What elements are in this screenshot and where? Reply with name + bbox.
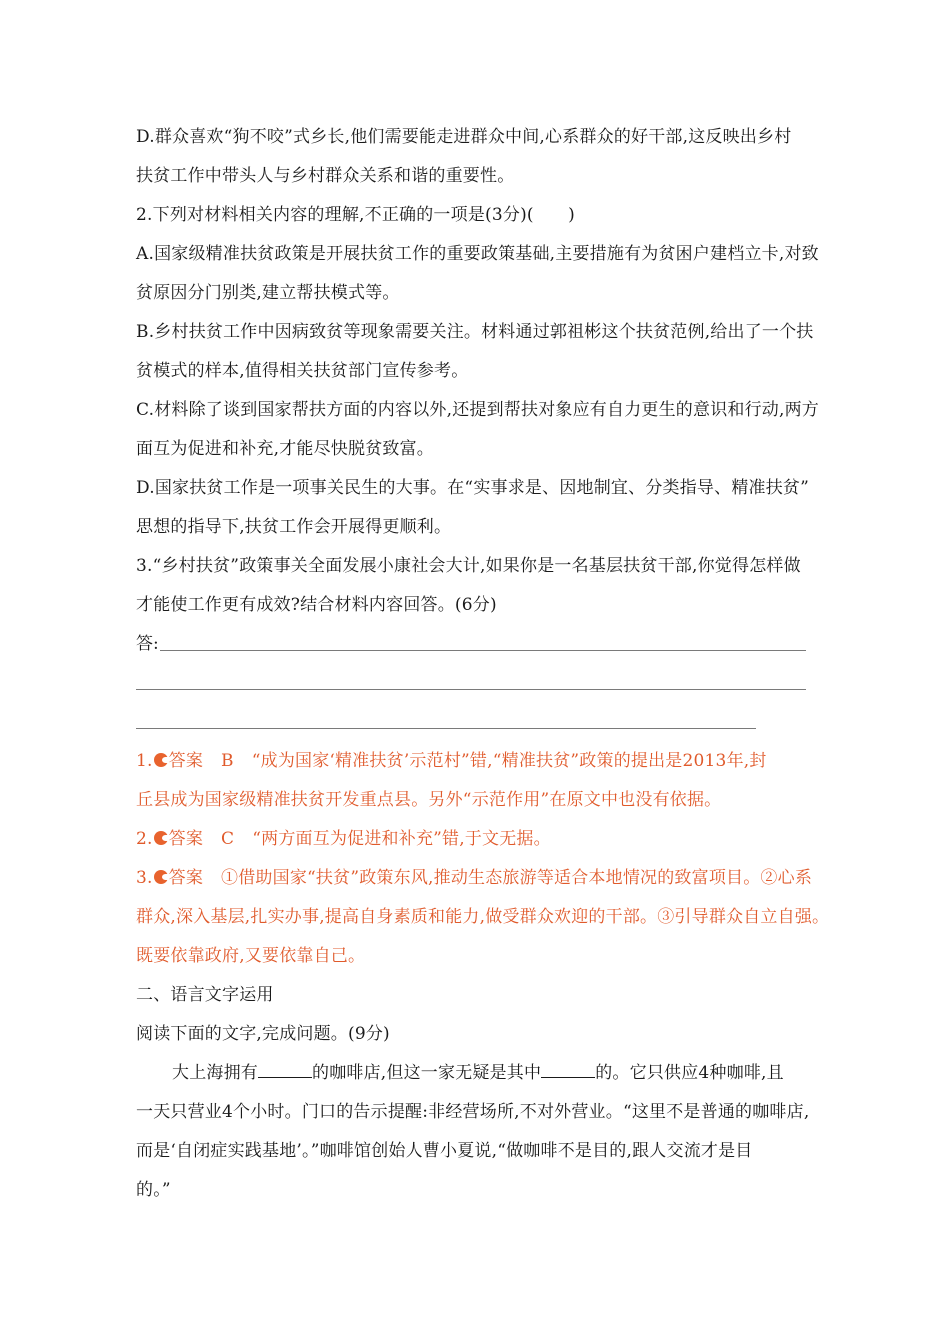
q3-stem-line2: 才能使工作更有成效?结合材料内容回答。(6分) [136,595,497,615]
answer-3-line2: 群众,深入基层,扎实办事,提高自身素质和能力,做受群众欢迎的干部。③引导群众自立自强。 [136,907,830,927]
q2-option-a-line1: A.国家级精准扶贫政策是开展扶贫工作的重要政策基础,主要措施有为贫困户建档立卡,对致 [136,244,819,264]
answer-choice: B [221,751,234,771]
document-page [136,118,830,1210]
answer-rule [136,728,756,729]
answer-2-line1 [136,820,816,859]
section-heading: 二、语言文字运用 [136,985,274,1005]
q2-option-d-line1: D.国家扶贫工作是一项事关民生的大事。在“实事求是、因地制宜、分类指导、精准扶贫” [136,478,810,498]
section-instruction: 阅读下面的文字,完成问题。(9分) [136,1024,390,1044]
answer-tag: 答案 [168,829,204,849]
answer-explanation: “两方面互为促进和补充”错,于文无据。 [252,829,551,849]
answer-3-line1 [136,859,816,898]
q2-stem: 2.下列对材料相关内容的理解,不正确的一项是(3分)( ) [136,205,575,225]
answer-line-3[interactable] [136,703,816,742]
q2-option-a-line2: 贫原因分门别类,建立帮扶模式等。 [136,283,400,303]
answer-line-2[interactable] [136,664,816,703]
passage-text: 的咖啡店,但这一家无疑是其中 [312,1063,542,1083]
q2-option-b-line1: B.乡村扶贫工作中因病致贫等现象需要关注。材料通过郭祖彬这个扶贫范例,给出了一个扶 [136,322,814,342]
q1-option-d-line1: D.群众喜欢“狗不咬”式乡长,他们需要能走进群众中间,心系群众的好干部,这反映出乡村 [136,127,792,147]
answer-number: 3. [136,868,153,888]
answer-label: 答: [136,634,159,654]
answer-rule [160,650,806,651]
fill-blank-2[interactable] [541,1063,595,1078]
answer-1-line2: 丘县成为国家级精准扶贫开发重点县。另外“示范作用”在原文中也没有依据。 [136,790,722,810]
answer-1-line1 [136,742,816,781]
q3-stem-line1: 3.“乡村扶贫”政策事关全面发展小康社会大计,如果你是一名基层扶贫干部,你觉得怎样做 [136,556,801,576]
fill-blank-1[interactable] [258,1063,312,1078]
answer-3-line3: 既要依靠政府,又要依靠自己。 [136,946,366,966]
passage-line4: 的。” [136,1180,171,1200]
passage-line1 [136,1054,816,1093]
passage-line2: 一天只营业4个小时。门口的告示提醒:非经营场所,不对外营业。“这里不是普通的咖啡店, [136,1102,810,1122]
answer-choice: C [221,829,235,849]
answer-explanation: ①借助国家“扶贫”政策东风,推动生态旅游等适合本地情况的致富项目。②心系 [221,868,813,888]
answer-badge-icon [154,870,168,884]
q2-option-c-line2: 面互为促进和补充,才能尽快脱贫致富。 [136,439,435,459]
passage-text: 大上海拥有 [172,1063,258,1083]
passage-line3: 而是‘自闭症实践基地’。”咖啡馆创始人曹小夏说,“做咖啡不是目的,跟人交流才是目 [136,1141,753,1161]
q1-option-d-line2: 扶贫工作中带头人与乡村群众关系和谐的重要性。 [136,166,515,186]
answer-line-1[interactable] [136,625,816,664]
answer-tag: 答案 [168,751,204,771]
q2-option-d-line2: 思想的指导下,扶贫工作会开展得更顺利。 [136,517,452,537]
answer-badge-icon [154,753,168,767]
answer-tag: 答案 [168,868,204,888]
answer-number: 2. [136,829,153,849]
q2-option-c-line1: C.材料除了谈到国家帮扶方面的内容以外,还提到帮扶对象应有自力更生的意识和行动,两方 [136,400,820,420]
passage-text: 的。它只供应4种咖啡,且 [595,1063,784,1083]
answer-number: 1. [136,751,153,771]
answer-badge-icon [154,831,168,845]
answer-rule [136,689,806,690]
q2-option-b-line2: 贫模式的样本,值得相关扶贫部门宣传参考。 [136,361,469,381]
answer-explanation: “成为国家‘精准扶贫’示范村”错,“精准扶贫”政策的提出是2013年,封 [251,751,767,771]
